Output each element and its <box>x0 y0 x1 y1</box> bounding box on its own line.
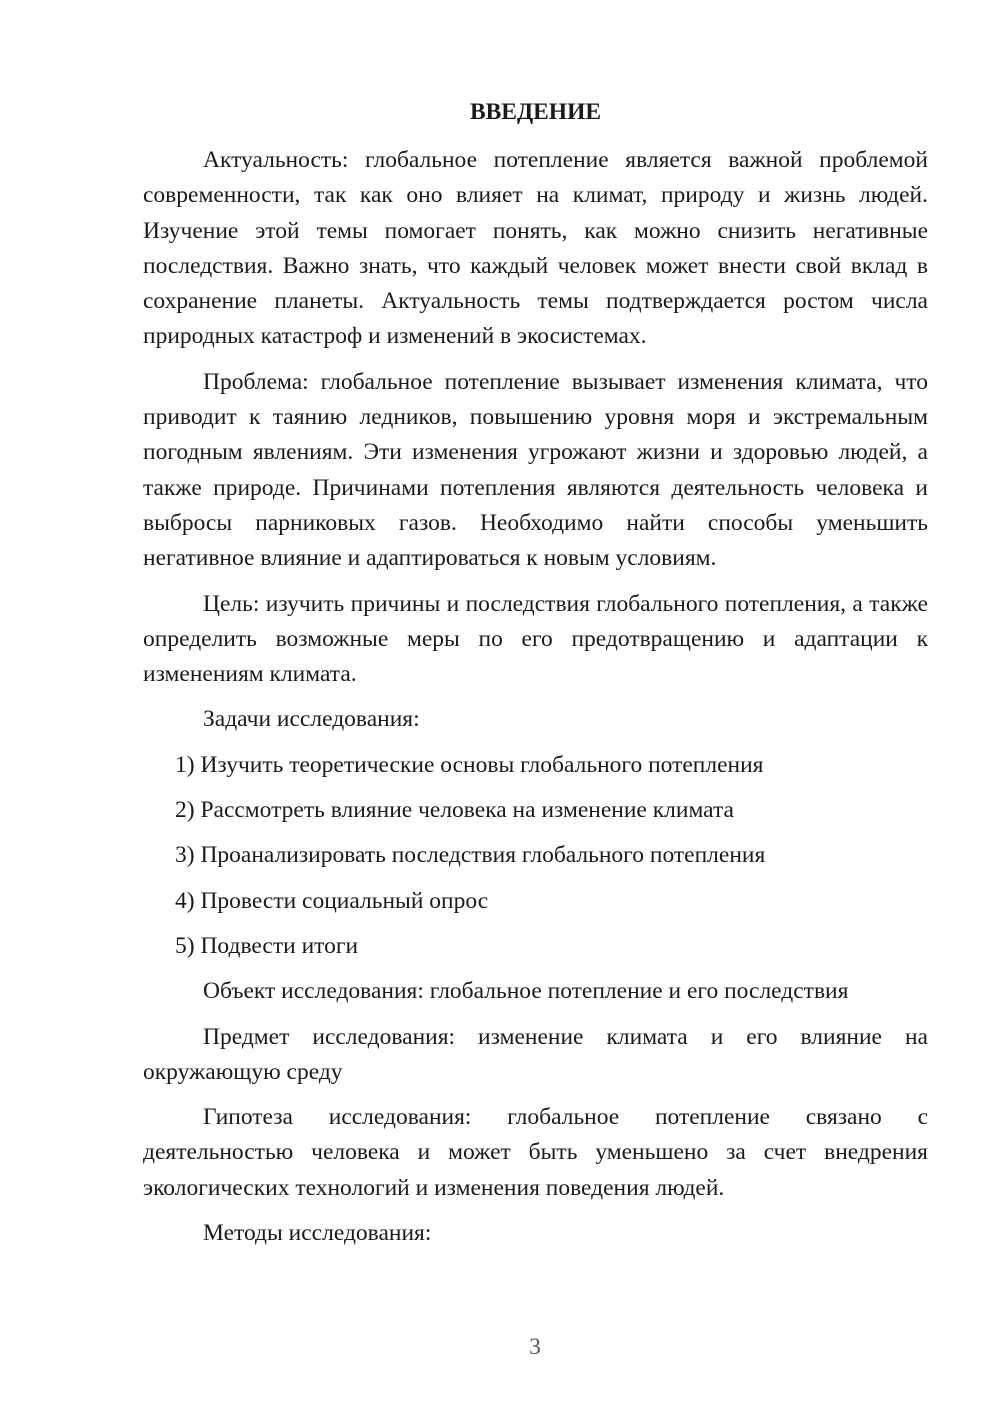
goal-paragraph: Цель: изучить причины и последствия глобального потепления, а также определить возможные меры по его предотвращению и адаптации к изменениям климата. <box>143 590 928 688</box>
problem-paragraph: Проблема: глобальное потепление вызывает изменения климата, что приводит к таянию ледников, повышению уровня моря и экстремальным погодным явлениям. Эти изменения угрожают жизни и здоровью людей, а также природе. Причинами потепления являются деятельность человека и выбросы парниковых газов. Необходимо найти способы уменьшить негативное влияние и адаптироваться к новым условиям. <box>143 368 928 572</box>
object-line: Объект исследования: глобальное потепление и его последствия <box>203 978 849 1005</box>
task-item: 3) Проанализировать последствия глобального потепления <box>175 842 766 869</box>
page-content <box>143 95 928 1261</box>
task-item: 5) Подвести итоги <box>175 932 359 959</box>
task-item: 4) Провести социальный опрос <box>175 887 489 914</box>
subject-paragraph: Предмет исследования: изменение климата и его влияние на окружающую среду <box>143 1023 928 1085</box>
tasks-title: Задачи исследования: <box>203 706 420 733</box>
task-item: 1) Изучить теоретические основы глобального потепления <box>175 751 764 778</box>
methods-title: Методы исследования: <box>203 1220 432 1247</box>
relevance-paragraph: Актуальность: глобальное потепление является важной проблемой современности, так как оно влияет на климат, природу и жизнь людей. Изучение этой темы помогает понять, как можно снизить негативные последствия. Важно знать, что каждый человек может внести свой вклад в сохранение планеты. Актуальность темы подтверждается ростом числа природных катастроф и изменений в экосистемах. <box>143 147 928 350</box>
tasks-list <box>143 748 928 964</box>
page-number: 3 <box>529 1334 541 1360</box>
hypothesis-paragraph: Гипотеза исследования: глобальное потепление связано с деятельностью человека и может быть уменьшено за счет внедрения экологических технологий и изменения поведения людей. <box>143 1104 928 1201</box>
section-heading: ВВЕДЕНИЕ <box>469 99 602 125</box>
task-item: 2) Рассмотреть влияние человека на изменение климата <box>175 797 734 824</box>
